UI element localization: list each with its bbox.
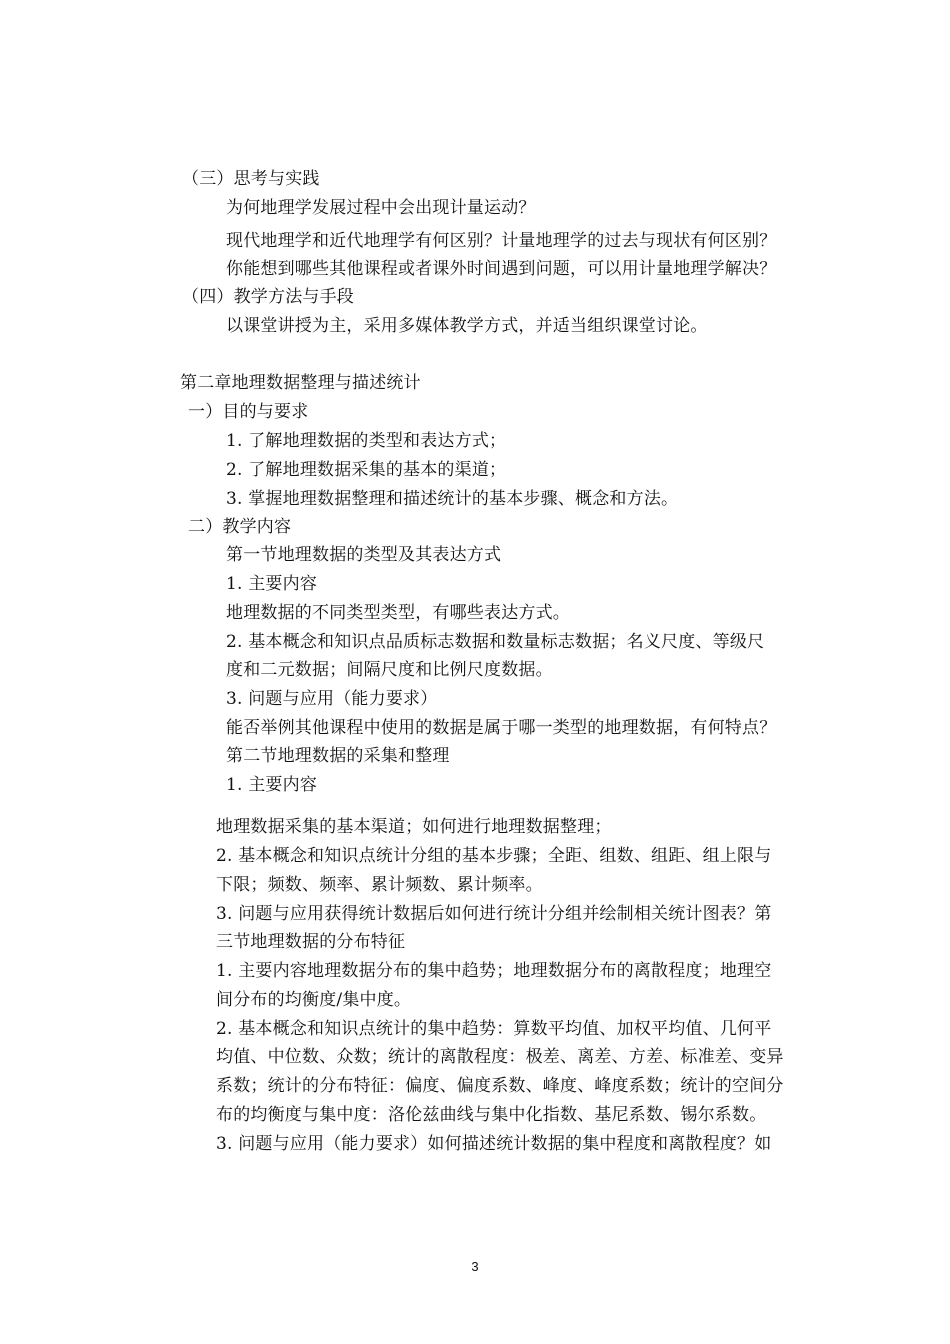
question-line: 现代地理学和近代地理学有何区别？计量地理学的过去与现状有何区别？ — [226, 231, 777, 251]
body-line: 均值、中位数、众数；统计的离散程度：极差、离差、方差、标准差、变异 — [216, 1047, 784, 1067]
section-heading-goals: 一）目的与要求 — [188, 402, 309, 422]
section-heading-thinking-practice: （三）思考与实践 — [182, 169, 320, 189]
body-line: 三节地理数据的分布特征 — [216, 932, 406, 952]
content-line: 地理数据的不同类型类型，有哪些表达方式。 — [226, 603, 570, 623]
body-line: 2. 基本概念和知识点统计分组的基本步骤；全距、组数、组距、组上限与 — [216, 846, 772, 866]
question-line: 为何地理学发展过程中会出现计量运动？ — [226, 198, 536, 218]
section-heading-content: 二）教学内容 — [188, 517, 292, 537]
content-line: 度和二元数据；间隔尺度和比例尺度数据。 — [226, 660, 553, 680]
body-line: 间分布的均衡度/集中度。 — [216, 990, 412, 1010]
goal-item: 3. 掌握地理数据整理和描述统计的基本步骤、概念和方法。 — [226, 489, 679, 509]
content-line: 能否举例其他课程中使用的数据是属于哪一类型的地理数据，有何特点？ — [226, 718, 777, 738]
body-line: 3. 问题与应用获得统计数据后如何进行统计分组并绘制相关统计图表？第 — [216, 904, 772, 924]
page-number: 3 — [471, 1259, 479, 1274]
content-line: 1. 主要内容 — [226, 574, 318, 594]
content-line: 2. 基本概念和知识点品质标志数据和数量标志数据；名义尺度、等级尺 — [226, 632, 765, 652]
body-line: 系数；统计的分布特征：偏度、偏度系数、峰度、峰度系数；统计的空间分 — [216, 1076, 784, 1096]
goal-item: 2. 了解地理数据采集的基本的渠道； — [226, 460, 507, 480]
subsection-title: 第一节地理数据的类型及其表达方式 — [226, 545, 502, 565]
subsection-title: 第二节地理数据的采集和整理 — [226, 746, 450, 766]
content-line: 3. 问题与应用（能力要求） — [226, 689, 438, 709]
body-line: 1. 主要内容地理数据分布的集中趋势；地理数据分布的离散程度；地理空 — [216, 961, 772, 981]
body-line: 布的均衡度与集中度：洛伦兹曲线与集中化指数、基尼系数、锡尔系数。 — [216, 1105, 767, 1125]
paragraph-line: 以课堂讲授为主，采用多媒体教学方式，并适当组织课堂讨论。 — [226, 316, 708, 336]
question-line: 你能想到哪些其他课程或者课外时间遇到问题，可以用计量地理学解决？ — [226, 259, 777, 279]
chapter-title: 第二章地理数据整理与描述统计 — [180, 373, 421, 393]
content-line: 1. 主要内容 — [226, 775, 318, 795]
body-line: 3. 问题与应用（能力要求）如何描述统计数据的集中程度和离散程度？如 — [216, 1134, 772, 1154]
body-line: 地理数据采集的基本渠道；如何进行地理数据整理； — [216, 817, 612, 837]
body-line: 2. 基本概念和知识点统计的集中趋势：算数平均值、加权平均值、几何平 — [216, 1019, 772, 1039]
body-line: 下限；频数、频率、累计频数、累计频率。 — [216, 875, 543, 895]
goal-item: 1. 了解地理数据的类型和表达方式； — [226, 431, 507, 451]
section-heading-teaching-methods: （四）教学方法与手段 — [182, 287, 354, 307]
